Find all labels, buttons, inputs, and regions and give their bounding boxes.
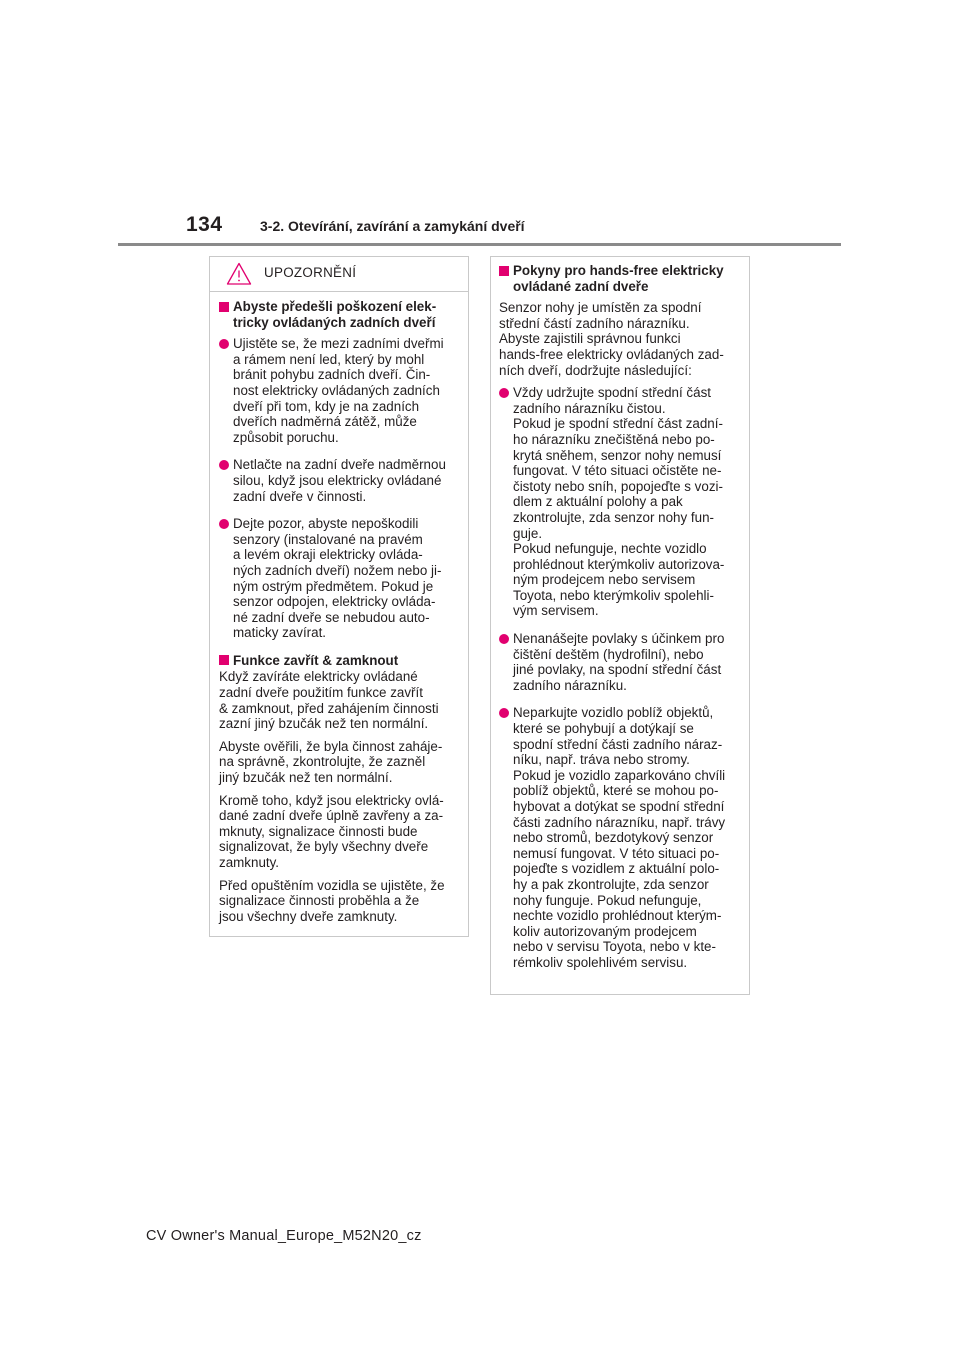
- square-marker-icon: [499, 266, 509, 276]
- bullet-text: Vždy udržujte spodní střední část zadního nárazníku čistou. Pokud je spodní střední část zadní- ho nárazníku znečištěná nebo po- krytá sněhem, senzor nohy nemusí fungovat. V této situaci očistěte ne- čistoty nebo sníh, popojeďte s vozi- dlem z aktuální polohy a pak zkontrolujte, zda senzor nohy fun- guje. Pokud nefunguje, nechte vozidlo prohlédnout kterýmkoliv autorizova- ným prodejcem nebo servisem Toyota, nebo kterýmkoliv spolehli- vým servisem.: [513, 385, 725, 619]
- paragraph: Když zavíráte elektricky ovládané zadní dveře použitím funkce zavřít & zamknout, před zahájením činnosti zazní jiný bzučák než ten normální.: [219, 669, 439, 732]
- bullet-item: [219, 516, 458, 641]
- warning-header: [210, 257, 468, 292]
- bullet-text: Dejte pozor, abyste nepoškodili senzory (instalované na pravém a levém okraji elektricky ovláda- ných zadních dveří) nožem nebo ji- ným ostrým předmětem. Pokud je senzor odpojen, elektricky ovláda- né zadní dveře se nebudou auto- maticky zavírat.: [233, 516, 442, 641]
- warning-box: [209, 256, 469, 937]
- paragraph: Před opuštěním vozidla se ujistěte, že signalizace činnosti proběhla a že jsou všechny dveře zamknuty.: [219, 877, 445, 924]
- section-title: 3-2. Otevírání, zavírání a zamykání dveří: [260, 218, 525, 234]
- heading-close-lock: [219, 653, 458, 669]
- bullet-text: Ujistěte se, že mezi zadními dveřmi a rámem není led, který by mohl bránit pohybu zadních dveří. Čin- nost elektricky ovládaných zadních dveří při tom, kdy je na zadních dveřích nadměrná zátěž, může způsobit poruchu.: [233, 336, 444, 445]
- bullet-dot-icon: [499, 388, 509, 398]
- bullet-item: [499, 385, 739, 619]
- handsfree-box: [490, 256, 750, 995]
- bullet-text: Nenanášejte povlaky s účinkem pro čištění deštěm (hydrofilní), nebo jiné povlaky, na spodní střední část zadního nárazníku.: [513, 631, 725, 693]
- warning-triangle-icon: [226, 262, 252, 290]
- square-marker-icon: [219, 302, 229, 312]
- bullet-dot-icon: [219, 460, 229, 470]
- bullet-text: Netlačte na zadní dveře nadměrnou silou, když jsou elektricky ovládané zadní dveře v činnosti.: [233, 457, 446, 504]
- warning-title: UPOZORNĚNÍ: [264, 265, 357, 280]
- bullet-item: [499, 705, 739, 970]
- heading-text: Abyste předešli poškození elek- tricky ovládaných zadních dveří: [233, 299, 437, 330]
- paragraph: Kromě toho, když jsou elektricky ovlá- dané zadní dveře úplně zavřeny a za- mknuty, signalizace činnosti bude signalizovat, že byly všechny dveře zamknuty.: [219, 792, 444, 870]
- heading-handsfree: [499, 263, 739, 294]
- heading-text: Pokyny pro hands-free elektricky ovládané zadní dveře: [513, 263, 724, 294]
- page-number: 134: [186, 213, 223, 236]
- paragraph: Abyste ověřili, že byla činnost zaháje- na správně, zkontrolujte, že zazněl jiný bzučák než ten normální.: [219, 738, 443, 786]
- heading-damage-prevention: [219, 299, 458, 330]
- header-rule: [118, 243, 841, 246]
- bullet-dot-icon: [499, 634, 509, 644]
- bullet-item: [499, 631, 739, 693]
- paragraph: Senzor nohy je umístěn za spodní střední částí zadního nárazníku. Abyste zajistili správnou funkci hands-free elektricky ovládaných zad- ních dveří, dodržujte následující:: [499, 300, 724, 378]
- bullet-dot-icon: [219, 339, 229, 349]
- bullet-text: Neparkujte vozidlo poblíž objektů, které se pohybují a dotýkají se spodní střední části zadního náraz- níku, např. tráva nebo stromy. Pokud je vozidlo zaparkováno chvíli poblíž objektů, které se mohou po- hybovat a dotýkat se spodní střední části zadního nárazníku, např. trávy nebo stromů, bezdotykový senzor nemusí fungovat. V této situaci po- pojeďte s vozidlem z aktuální polo- hy a pak zkontrolujte, zda senzor nohy funguje. Pokud nefunguje, nechte vozidlo prohlédnout kterým- koliv autorizovaným prodejcem nebo v servisu Toyota, nebo v kte- rémkoliv spolehlivém servisu.: [513, 705, 726, 970]
- square-marker-icon: [219, 655, 229, 665]
- heading-text: Funkce zavřít & zamknout: [233, 652, 399, 668]
- bullet-item: [219, 457, 458, 504]
- bullet-item: [219, 336, 458, 445]
- bullet-dot-icon: [219, 519, 229, 529]
- footer-manual-id: CV Owner's Manual_Europe_M52N20_cz: [146, 1228, 422, 1244]
- bullet-dot-icon: [499, 708, 509, 718]
